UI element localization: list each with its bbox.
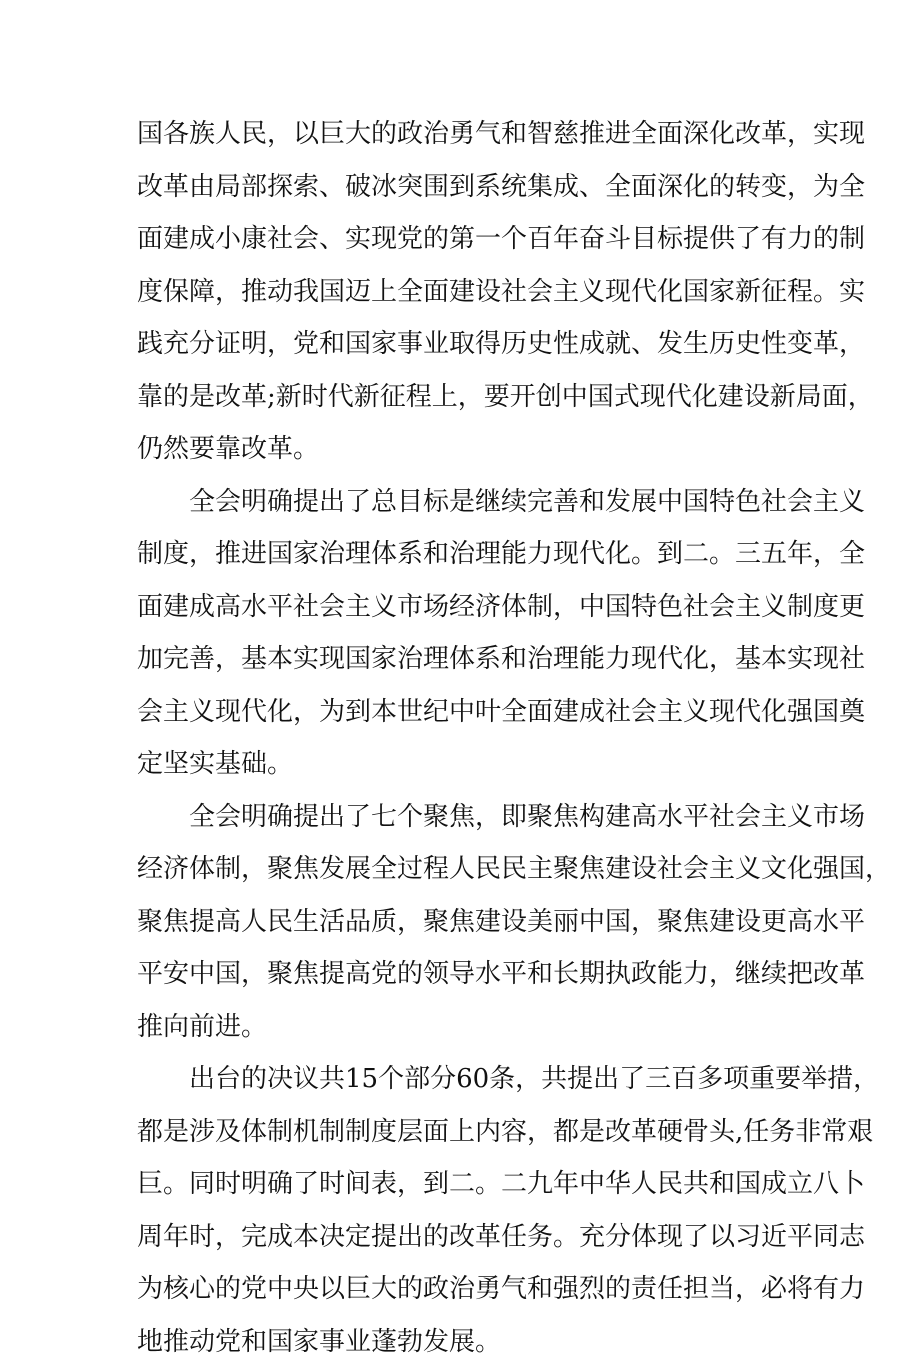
paragraph-line: 面建成小康社会、实现党的第一个百年奋斗目标提供了有力的制: [137, 213, 787, 266]
paragraph-line: 践充分证明，党和国家事业取得历史性成就、发生历史性变革，: [137, 318, 787, 371]
paragraph-4: [137, 1053, 787, 1368]
paragraph-line: 国各族人民，以巨大的政治勇气和智慈推进全面深化改革，实现: [137, 108, 787, 161]
paragraph-line: 仍然要靠改革。: [137, 423, 787, 476]
paragraph-2: [137, 476, 787, 791]
paragraph-line: 聚焦提高人民生活品质，聚焦建设美丽中国，聚焦建设更高水平: [137, 896, 787, 949]
paragraph-line: 周年时，完成本决定提出的改革任务。充分体现了以习近平同志: [137, 1211, 787, 1264]
paragraph-line: 定坚实基础。: [137, 738, 787, 791]
paragraph-line: 推向前进。: [137, 1001, 787, 1054]
paragraph-line: 制度，推进国家治理体系和治理能力现代化。到二。三五年，全: [137, 528, 787, 581]
paragraph-line: 度保障，推动我国迈上全面建设社会主义现代化国家新征程。实: [137, 266, 787, 319]
paragraph-line: 加完善，基本实现国家治理体系和治理能力现代化，基本实现社: [137, 633, 787, 686]
paragraph-line: 为核心的党中央以巨大的政治勇气和强烈的责任担当，必将有力: [137, 1263, 787, 1316]
paragraph-line: 全会明确提出了七个聚焦，即聚焦构建高水平社会主义市场: [137, 791, 787, 844]
paragraph-1: [137, 108, 787, 476]
document-body: [137, 108, 787, 1368]
paragraph-line: 全会明确提出了总目标是继续完善和发展中国特色社会主义: [137, 476, 787, 529]
paragraph-3: [137, 791, 787, 1054]
paragraph-line: 面建成高水平社会主义市场经济体制，中国特色社会主义制度更: [137, 581, 787, 634]
paragraph-line: 平安中国，聚焦提高党的领导水平和长期执政能力，继续把改革: [137, 948, 787, 1001]
paragraph-line: 地推动党和国家事业蓬勃发展。: [137, 1316, 787, 1368]
paragraph-line: 巨。同时明确了时间表，到二。二九年中华人民共和国成立八卜: [137, 1158, 787, 1211]
paragraph-line: 会主义现代化，为到本世纪中叶全面建成社会主义现代化强国奠: [137, 686, 787, 739]
paragraph-line: 出台的决议共15个部分60条，共提出了三百多项重要举措，: [137, 1053, 787, 1106]
paragraph-line: 都是涉及体制机制制度层面上内容，都是改革硬骨头,任务非常艰: [137, 1106, 787, 1159]
paragraph-line: 靠的是改革;新时代新征程上，要开创中国式现代化建设新局面，: [137, 371, 787, 424]
paragraph-line: 改革由局部探索、破冰突围到系统集成、全面深化的转变，为全: [137, 161, 787, 214]
paragraph-line: 经济体制，聚焦发展全过程人民民主聚焦建设社会主义文化强国，: [137, 843, 787, 896]
